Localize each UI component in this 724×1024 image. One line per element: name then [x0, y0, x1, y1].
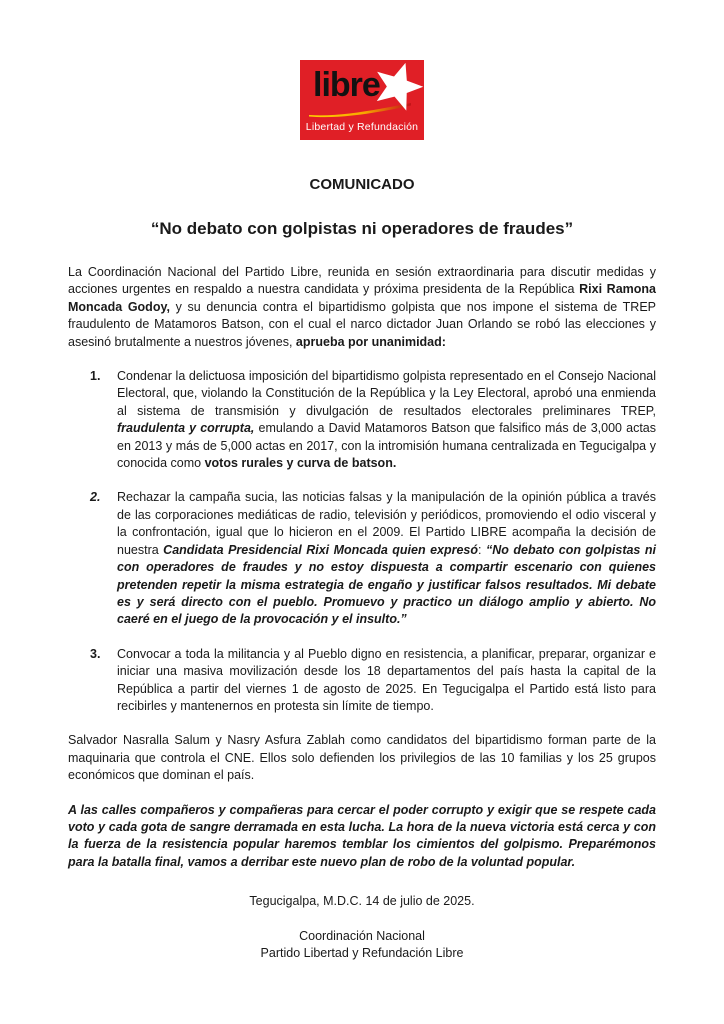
star-icon: [370, 60, 424, 114]
signature-block: [68, 928, 656, 963]
list-item-text: Rechazar la campaña sucia, las noticias falsas y la manipulación de la opinión pública a través de las corporaciones mediáticas de radio, televisión y periódicos, promoviendo el odio visceral y la confrontación, igual que lo hicieron en el 2009. El Partido LIBRE acompaña la decisión de nuestra Candidata Presidencial Rixi Moncada quien expresó: “No debato con golpistas ni con operadores de fraudes y no estoy dispuesta a compartir escenario con quienes pretenden repetir la misma estrategia de engaño y justificar falsos resultados. Mi debate es y será directo con el pueblo. Promuevo y practico un diálogo amplio y abierto. No caeré en el juego de la provocación y el insulto.”: [117, 490, 656, 627]
signature-party: Partido Libertad y Refundación Libre: [260, 946, 464, 960]
after-list-paragraph: Salvador Nasralla Salum y Nasry Asfura Zablah como candidatos del bipartidismo forman parte de la maquinaria que controla el CNE. Ellos solo defienden los privilegios de las 10 familias y los 25 grupos económicos que dominan el país.: [68, 733, 656, 783]
logo-tagline: Libertad y Refundación: [305, 121, 419, 133]
list-item-number: 1.: [90, 369, 101, 384]
document-title: COMUNICADO: [309, 176, 415, 193]
list-item-text: Condenar la delictuosa imposición del bipartidismo golpista representado en el Consejo Nacional Electoral, que, violando la Constitución de la República y la Ley Electoral, aprobó una enmienda al sistema de transmisión y divulgación de resultados electorales preliminares TREP, fraudulenta y corrupta, emulando a David Matamoros Batson que falsifico más de 3,000 actas en 2013 y más de 5,000 actas en 2017, con la intromisión humana centralizada en Tegucigalpa y conocida como votos rurales y curva de batson.: [117, 369, 656, 471]
intro-paragraph: La Coordinación Nacional del Partido Libre, reunida en sesión extraordinaria para discutir medidas y acciones urgentes en respaldo a nuestra candidata y próxima presidenta de la República Rixi Ramona Moncada Godoy, y su denuncia contra el bipartidismo golpista que nos impone el sistema de TREP fraudulento de Matamoros Batson, con el cual el narco dictador Juan Orlando se robó las elecciones y asesinó brutalmente a nuestros jóvenes, aprueba por unanimidad:: [68, 265, 656, 349]
dateline: Tegucigalpa, M.D.C. 14 de julio de 2025.: [249, 894, 475, 909]
closing-paragraph: A las calles compañeros y compañeras para cercar el poder corrupto y exigir que se respete cada voto y cada gota de sangre derramada en esta lucha. La hora de la nueva victoria está cerca y con la fuerza de la resistencia popular haremos temblar los cimientos del golpismo. Preparémonos para la batalla final, vamos a derribar este nuevo plan de robo de la voluntad popular.: [68, 802, 656, 869]
list-item: [90, 489, 656, 628]
list-item: [90, 368, 656, 472]
list-item: [90, 646, 656, 716]
list-item-number: 3.: [90, 646, 101, 661]
numbered-list: [90, 368, 656, 715]
logo-brand-text: libre: [313, 66, 380, 104]
libre-logo: [300, 60, 424, 140]
signature-org: Coordinación Nacional: [299, 928, 425, 943]
document-subtitle: “No debato con golpistas ni operadores de fraudes”: [150, 219, 574, 238]
document-body: [68, 264, 656, 871]
list-item-number: 2.: [90, 490, 101, 505]
list-item-text: Convocar a toda la militancia y al Pueblo digno en resistencia, a planificar, preparar, organizar e iniciar una masiva movilización desde los 18 departamentos del país hasta la capital de la República a partir del viernes 1 de agosto de 2025. En Tegucigalpa el Partido está listo para recibirles y mantenernos en protesta sin límite de tiempo.: [117, 646, 656, 713]
